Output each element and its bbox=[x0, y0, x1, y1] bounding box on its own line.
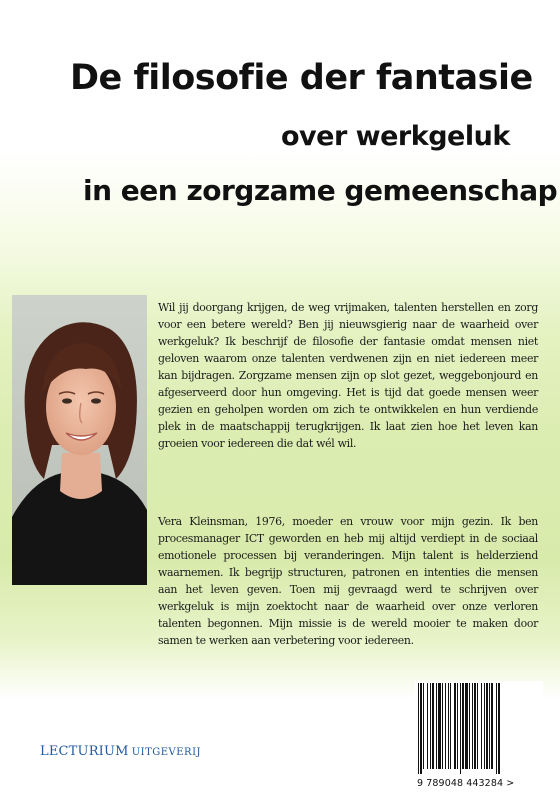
publisher-subtitle: UITGEVERIJ bbox=[131, 747, 202, 758]
isbn-number: 9 789048 443284 > bbox=[417, 778, 515, 789]
publisher-name: LECTURIUM bbox=[40, 744, 129, 759]
title-line-3: in een zorgzame gemeenschap bbox=[83, 174, 558, 207]
book-blurb: Wil jij doorgang krijgen, de weg vrijmaken, talenten herstellen en zorg voor een betere wereld? Ben jij nieuwsgierig naar de waarheid over werkgeluk? Ik beschrijf de filosofie der fantasie omdat mensen niet geloven waarom onze talenten verdwenen zijn en niet iedereen meer kan bijdragen. Zorgzame mensen zijn op slot gezet, weggebonjourd en afgeserveerd door hun omgeving. Het is tijd dat goede mensen weer gezien en geholpen worden om zich te ontwikkelen en hun verdiende plek in de maatschappij terugkrijgen. Ik laat zien hoe het leven kan groeien voor iedereen die dat wél wil. bbox=[158, 301, 538, 450]
title-line-2: over werkgeluk bbox=[281, 121, 510, 152]
author-bio: Vera Kleinsman, 1976, moeder en vrouw voor mijn gezin. Ik ben procesmanager ICT geworden en heb mij altijd verdiept in de sociaal emotionele processen bij veranderingen. Mijn talent is helderziend waarnemen. Ik begrijp structuren, patronen en intenties die mensen aan het leven geven. Toen mij gevraagd werd te schrijven over werkgeluk is mijn zoektocht naar de waarheid over onze verloren talenten begonnen. Mijn missie is de wereld mooier te maken door samen te werken aan verbetering voor iedereen. bbox=[158, 515, 538, 647]
publisher-logo bbox=[40, 740, 201, 759]
title-line-1: De filosofie der fantasie bbox=[70, 58, 533, 98]
author-photo bbox=[12, 295, 147, 585]
barcode bbox=[415, 681, 543, 774]
